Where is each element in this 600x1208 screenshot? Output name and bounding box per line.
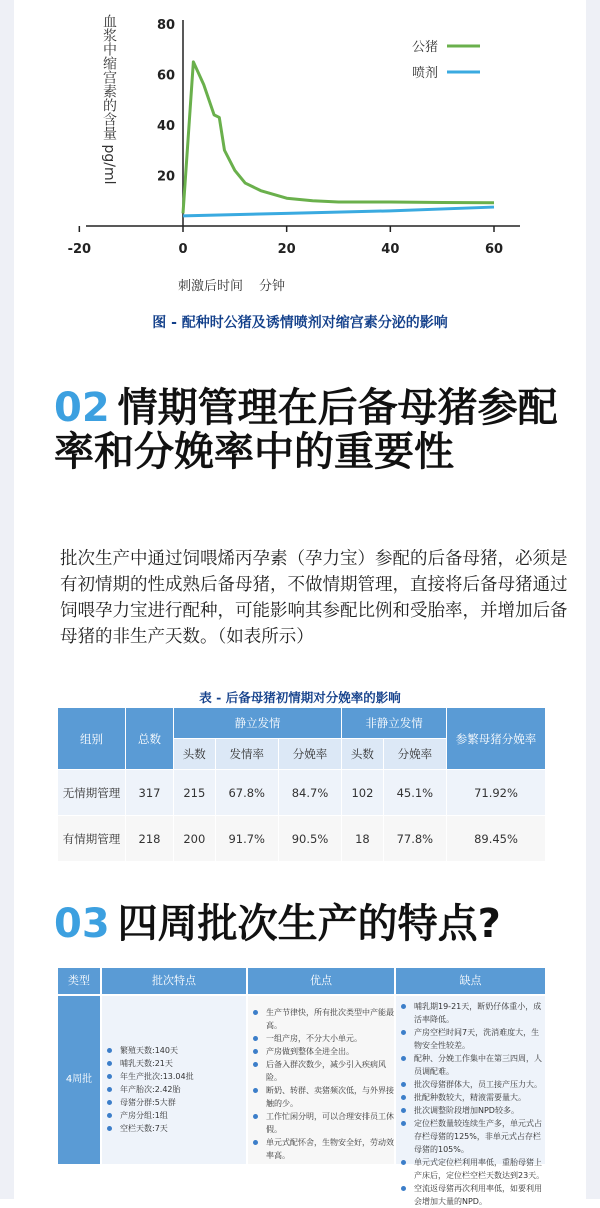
cell-static-farrow: 90.5% (278, 816, 341, 862)
th-total: 总数 (126, 708, 174, 770)
section-02-number: 02 (54, 385, 110, 431)
feature-item: 年产胎次:2.42胎 (116, 1083, 246, 1096)
pro-item: 生产节律快，所有批次类型中产能最高。 (262, 1006, 394, 1032)
cell-total: 218 (126, 816, 174, 862)
con-item: 配种、分娩工作集中在第三四周，人员调配难。 (410, 1052, 545, 1078)
feature-item: 繁殖天数:140天 (116, 1044, 246, 1057)
section-02-heading (54, 386, 574, 474)
pro-item: 工作忙闲分明，可以合理安排员工休假。 (262, 1110, 394, 1136)
chart-y-axis-label: 血浆中缩宫素的含量 pg/ml (101, 14, 117, 185)
chart-series-line (183, 207, 494, 216)
section-03-title: 四周批次生产的特点? (117, 901, 501, 947)
cell-nonstatic-farrow: 45.1% (383, 770, 446, 816)
t2-cons-list (396, 996, 545, 1208)
feature-item: 母猪分群:5大群 (116, 1096, 246, 1109)
t2-head-type: 类型 (58, 968, 100, 994)
con-item: 定位栏数量较连续生产多，单元式占存栏母猪的125%，非单元式占存栏母猪的105%。 (410, 1117, 545, 1156)
figure-caption: 图 - 配种时公猪及诱情喷剂对缩宫素分泌的影响 (152, 315, 448, 331)
chart-svg (0, 0, 600, 300)
th-group: 组别 (58, 708, 126, 770)
cell-nonstatic-count: 102 (342, 770, 384, 816)
chart-x-tick-label: 0 (178, 242, 188, 257)
t2-type-cell: 4周批 (58, 996, 100, 1164)
cell-nonstatic-count: 18 (342, 816, 384, 862)
section-03-number: 03 (54, 901, 110, 947)
chart-y-tick-label: 20 (156, 169, 176, 185)
t2-features-list (102, 996, 246, 1135)
cell-nonstatic-farrow: 77.8% (383, 816, 446, 862)
chart-x-tick-label: 20 (277, 242, 296, 257)
t2-pros-cell (248, 996, 394, 1164)
chart-y-tick-label: 60 (156, 68, 176, 84)
chart-legend-label: 公猪 (412, 40, 439, 55)
cell-group: 有情期管理 (58, 816, 126, 862)
section-02-title: 情期管理在后备母猪参配率和分娩率中的重要性 (54, 385, 558, 475)
feature-item: 空栏天数:7天 (116, 1122, 246, 1135)
chart-x-axis-unit: 分钟 (259, 279, 286, 294)
chart-x-tick-label: 60 (484, 242, 504, 257)
chart-legend-label: 喷剂 (412, 66, 439, 81)
th-nonstatic-count: 头数 (342, 739, 384, 770)
table-row (58, 816, 546, 862)
feature-item: 年生产批次:13.04批 (116, 1070, 246, 1083)
th-static-estrus: 发情率 (215, 739, 278, 770)
th-rate: 参繁母猪分娩率 (447, 708, 546, 770)
t2-features-cell (102, 996, 246, 1164)
cell-rate: 71.92% (447, 770, 546, 816)
table-row (58, 770, 546, 816)
estrus-farrowing-table (57, 707, 546, 862)
t2-head-cons: 缺点 (396, 968, 545, 994)
chart-y-tick-label: 40 (156, 119, 176, 134)
chart-series-line (183, 62, 494, 214)
cell-group: 无情期管理 (58, 770, 126, 816)
cell-static-estrus: 67.8% (215, 770, 278, 816)
section-03-heading (54, 902, 594, 946)
table-caption: 表 - 后备母猪初情期对分娩率的影响 (199, 690, 401, 705)
t2-head-features: 批次特点 (102, 968, 246, 994)
th-nonstatic: 非静立发情 (342, 708, 447, 739)
chart-x-tick-label: 40 (381, 242, 400, 257)
oxytocin-chart (0, 0, 600, 300)
t2-cons-cell (396, 996, 545, 1206)
th-nonstatic-farrow: 分娩率 (383, 739, 446, 770)
pro-item: 一组产房，不分大小单元。 (262, 1032, 394, 1045)
cell-static-count: 215 (174, 770, 216, 816)
con-item: 单元式定位栏利用率低，重胎母猪上产床后，定位栏空栏天数达到23天。 (410, 1156, 545, 1182)
cell-total: 317 (126, 770, 174, 816)
pro-item: 单元式配怀舍，生物安全好，劳动效率高。 (262, 1136, 394, 1162)
cell-static-estrus: 91.7% (215, 816, 278, 862)
t2-pros-list (248, 996, 394, 1162)
chart-x-axis-title: 刺激后时间 (178, 279, 244, 294)
th-static: 静立发情 (174, 708, 342, 739)
chart-y-tick-label: 80 (156, 18, 176, 33)
con-item: 产房空栏时间7天，洗消难度大，生物安全性较差。 (410, 1026, 545, 1052)
section-02-paragraph: 批次生产中通过饲喂烯丙孕素（孕力宝）参配的后备母猪，必须是有初情期的性成熟后备母猪，不做情期管理，直接将后备母猪通过饲喂孕力宝进行配种，可能影响其参配比例和受胎率，并增加后备母猪的非生产天数。（如表所示） (60, 549, 568, 647)
con-item: 空流返母猪再次利用率低，如要利用会增加大量的NPD。 (410, 1182, 545, 1208)
con-item: 批次母猪群体大，员工接产压力大。 (410, 1078, 545, 1091)
pro-item: 后备入群次数少，减少引入疾病风险。 (262, 1058, 394, 1084)
t2-head-pros: 优点 (248, 968, 394, 994)
batch-features-table (58, 968, 545, 1206)
pro-item: 产房做到整体全进全出。 (262, 1045, 394, 1058)
cell-static-count: 200 (174, 816, 216, 862)
chart-x-axis-label (178, 275, 285, 294)
th-static-count: 头数 (174, 739, 216, 770)
feature-item: 哺乳天数:21天 (116, 1057, 246, 1070)
con-item: 批次调整阶段增加NPD较多。 (410, 1104, 545, 1117)
con-item: 哺乳期19-21天，断奶仔体重小，成活率降低。 (410, 1000, 545, 1026)
pro-item: 断奶、转群、卖猪频次低，与外界接触的少。 (262, 1084, 394, 1110)
cell-rate: 89.45% (447, 816, 546, 862)
chart-x-tick-label: -20 (67, 242, 92, 257)
cell-static-farrow: 84.7% (278, 770, 341, 816)
th-static-farrow: 分娩率 (278, 739, 341, 770)
con-item: 批配种数较大，精液需要量大。 (410, 1091, 545, 1104)
feature-item: 产房分组:1组 (116, 1109, 246, 1122)
